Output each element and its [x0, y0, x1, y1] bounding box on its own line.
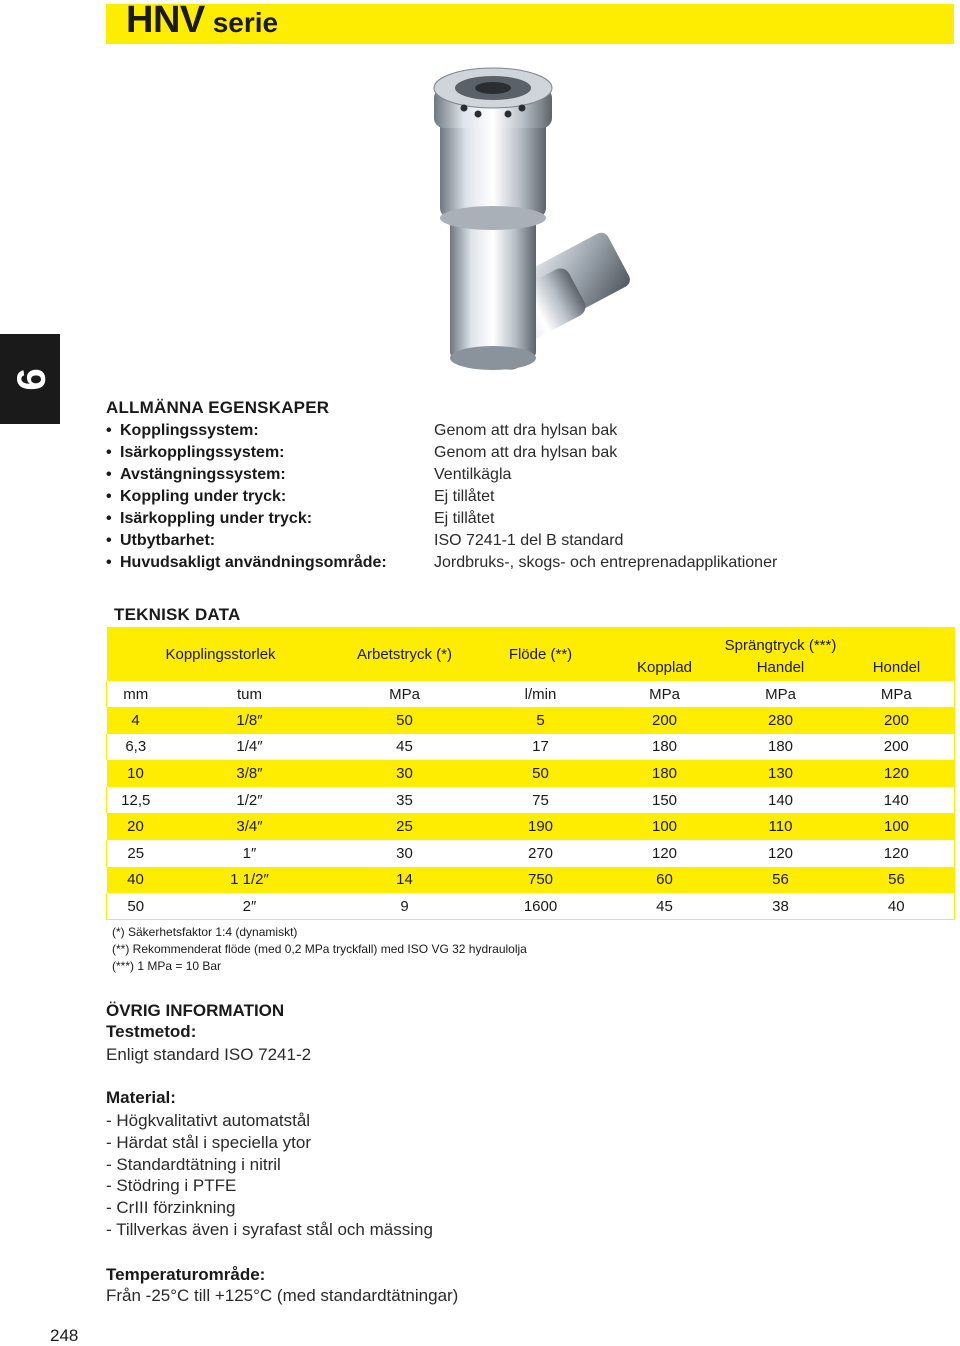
title-sub: serie	[212, 7, 279, 38]
table-row	[107, 840, 955, 867]
property-row	[106, 552, 906, 574]
table-cell: 45	[335, 734, 475, 761]
table-cell: 6,3	[107, 734, 165, 761]
header-burst-handel: Handel	[723, 654, 839, 681]
property-row	[106, 530, 906, 552]
header-burst-coupled: Kopplad	[607, 654, 723, 681]
note-item: (**) Rekommenderat flöde (med 0,2 MPa tryckfall) med ISO VG 32 hydraulolja	[112, 942, 527, 956]
unit-cell: l/min	[475, 681, 607, 707]
table-cell: 50	[335, 707, 475, 734]
unit-cell: mm	[107, 681, 165, 707]
table-cell: 1600	[475, 893, 607, 920]
table-cell: 45	[607, 893, 723, 920]
page-number: 248	[50, 1326, 79, 1345]
list-item: - Standardtätning i nitril	[106, 1154, 281, 1174]
table-cell: 35	[335, 787, 475, 814]
table-cell: 150	[607, 787, 723, 814]
table-cell: 120	[839, 760, 955, 787]
table-row	[107, 867, 955, 894]
table-cell: 40	[839, 893, 955, 920]
table-cell: 190	[475, 813, 607, 840]
property-value: Jordbruks-, skogs- och entreprenadapplikationer	[434, 554, 778, 571]
property-value: ISO 7241-1 del B standard	[434, 532, 624, 549]
temperature-label: Temperaturområde:	[106, 1265, 266, 1284]
table-cell: 30	[335, 840, 475, 867]
table-cell: 120	[839, 840, 955, 867]
table-cell: 1″	[165, 840, 335, 867]
page-title	[126, 0, 278, 48]
table-cell: 25	[335, 813, 475, 840]
table-row	[107, 813, 955, 840]
table-cell: 110	[723, 813, 839, 840]
property-label: • Isärkopplingssystem:	[106, 444, 285, 461]
table-cell: 4	[107, 707, 165, 734]
table-cell: 1/4″	[165, 734, 335, 761]
table-cell: 200	[839, 734, 955, 761]
general-properties	[106, 420, 906, 574]
property-row	[106, 486, 906, 508]
table-cell: 56	[723, 867, 839, 894]
test-method-value: Enligt standard ISO 7241-2	[106, 1045, 312, 1064]
table-row	[107, 893, 955, 920]
table-cell: 100	[607, 813, 723, 840]
table-cell: 130	[723, 760, 839, 787]
table-cell: 25	[107, 840, 165, 867]
table-cell: 50	[475, 760, 607, 787]
unit-cell: MPa	[335, 681, 475, 707]
table-cell: 40	[107, 867, 165, 894]
table-cell: 1/8″	[165, 707, 335, 734]
table-cell: 2″	[165, 893, 335, 920]
table-cell: 9	[335, 893, 475, 920]
table-cell: 56	[839, 867, 955, 894]
header-pressure: Arbetstryck (*)	[335, 627, 475, 681]
unit-cell: MPa	[839, 681, 955, 707]
table-cell: 10	[107, 760, 165, 787]
table-cell: 200	[839, 707, 955, 734]
property-value: Ventilkägla	[434, 466, 512, 483]
header-burst: Sprängtryck (***)	[607, 627, 955, 654]
table-row	[107, 787, 955, 814]
table-cell: 100	[839, 813, 955, 840]
property-label: • Koppling under tryck:	[106, 488, 287, 505]
material-list	[106, 1110, 433, 1241]
property-label: • Huvudsakligt användningsområde:	[106, 554, 387, 571]
header-burst-hondel: Hondel	[839, 654, 955, 681]
table-cell: 140	[723, 787, 839, 814]
list-item: - CrIII förzinkning	[106, 1198, 236, 1218]
general-heading: ALLMÄNNA EGENSKAPER	[106, 398, 330, 417]
table-row	[107, 760, 955, 787]
property-label: • Utbytbarhet:	[106, 532, 216, 549]
unit-cell: MPa	[607, 681, 723, 707]
table-cell: 180	[607, 760, 723, 787]
header-flow: Flöde (**)	[475, 627, 607, 681]
table-row	[107, 734, 955, 761]
list-item: - Härdat stål i speciella ytor	[106, 1132, 312, 1152]
property-row	[106, 420, 906, 442]
note-item: (*) Säkerhetsfaktor 1:4 (dynamiskt)	[112, 925, 298, 939]
table-cell: 1 1/2″	[165, 867, 335, 894]
table-cell: 30	[335, 760, 475, 787]
note-item: (***) 1 MPa = 10 Bar	[112, 959, 222, 973]
chapter-number: 9	[8, 367, 53, 391]
unit-cell: tum	[165, 681, 335, 707]
unit-cell: MPa	[723, 681, 839, 707]
table-cell: 120	[607, 840, 723, 867]
table-cell: 270	[475, 840, 607, 867]
table-cell: 75	[475, 787, 607, 814]
technical-heading: TEKNISK DATA	[114, 605, 241, 624]
table-cell: 140	[839, 787, 955, 814]
temperature-value: Från -25°C till +125°C (med standardtätningar)	[106, 1286, 459, 1305]
table-notes	[112, 924, 527, 975]
table-cell: 750	[475, 867, 607, 894]
test-method-label: Testmetod:	[106, 1022, 197, 1041]
property-row	[106, 464, 906, 486]
table-cell: 5	[475, 707, 607, 734]
title-main: HNV	[126, 0, 205, 41]
property-value: Genom att dra hylsan bak	[434, 422, 618, 439]
list-item: - Tillverkas även i syrafast stål och mässing	[106, 1219, 433, 1239]
units-row	[107, 681, 955, 707]
material-label: Material:	[106, 1088, 176, 1107]
table-cell: 3/4″	[165, 813, 335, 840]
table-cell: 38	[723, 893, 839, 920]
table-cell: 200	[607, 707, 723, 734]
table-cell: 14	[335, 867, 475, 894]
table-cell: 12,5	[107, 787, 165, 814]
table-cell: 60	[607, 867, 723, 894]
other-heading: ÖVRIG INFORMATION	[106, 1001, 285, 1020]
property-label: • Avstängningssystem:	[106, 466, 286, 483]
table-cell: 3/8″	[165, 760, 335, 787]
property-value: Genom att dra hylsan bak	[434, 444, 618, 461]
table-row	[107, 707, 955, 734]
property-value: Ej tillåtet	[434, 510, 495, 527]
table-cell: 1/2″	[165, 787, 335, 814]
property-row	[106, 508, 906, 530]
header-size: Kopplingsstorlek	[107, 627, 335, 681]
property-value: Ej tillåtet	[434, 488, 495, 505]
table-cell: 50	[107, 893, 165, 920]
list-item: - Högkvalitativt automatstål	[106, 1111, 311, 1130]
product-image	[412, 58, 642, 386]
table-cell: 180	[607, 734, 723, 761]
table-cell: 120	[723, 840, 839, 867]
table-cell: 17	[475, 734, 607, 761]
table-cell: 20	[107, 813, 165, 840]
property-row	[106, 442, 906, 464]
technical-table	[106, 627, 955, 920]
property-label: • Kopplingssystem:	[106, 422, 259, 439]
property-label: • Isärkoppling under tryck:	[106, 510, 313, 527]
table-cell: 280	[723, 707, 839, 734]
list-item: - Stödring i PTFE	[106, 1176, 237, 1196]
table-cell: 180	[723, 734, 839, 761]
